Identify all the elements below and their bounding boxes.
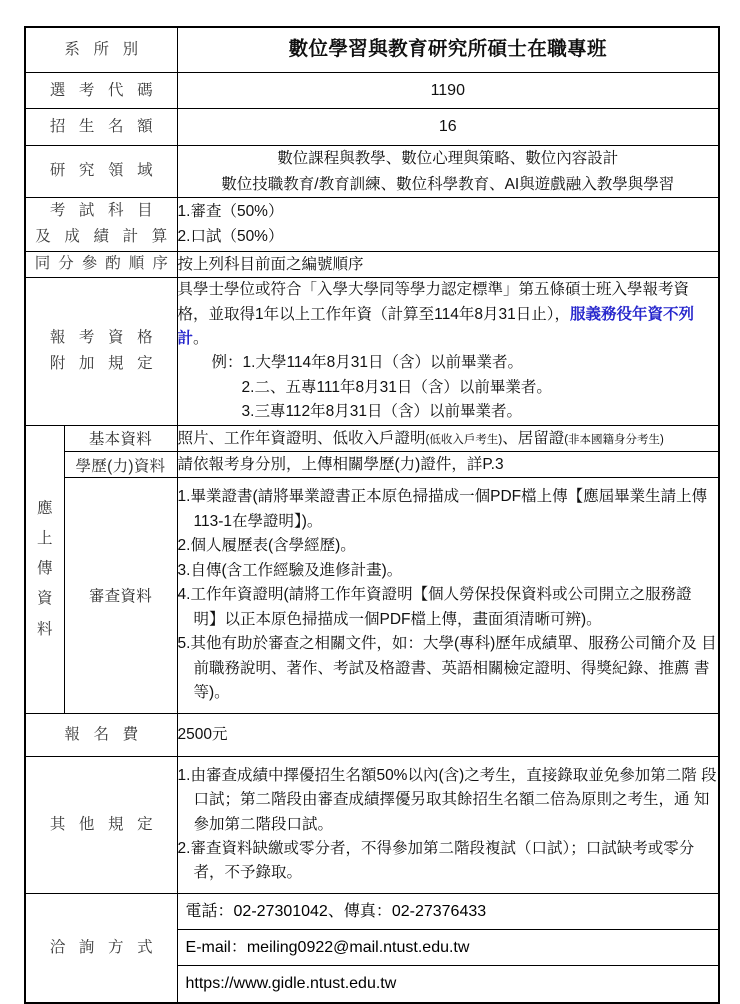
row-label-upload-materials <box>25 425 64 713</box>
row-label-basic-materials: 基本資料 <box>64 425 177 451</box>
table-row-fee <box>25 713 719 756</box>
row-label-tiebreak: 同 分 參 酌 順 序 <box>25 251 177 277</box>
row-label-other-rules: 其 他 規 定 <box>25 756 177 893</box>
table-row-upload-basic <box>25 425 719 451</box>
upload-label-char-4: 資 <box>36 590 53 608</box>
review-item-1-line-2: 113-1在學證明】)。 <box>193 512 323 530</box>
row-value-exam-code: 1190 <box>177 72 719 109</box>
table-row-contact <box>25 893 719 1002</box>
eligibility-text-part-1: 具學士學位或符合「入學大學同等學力認定標準」第五條碩士班入學報考資格，並取得1年以上工作年資（計算至114年8月31日止）， <box>177 281 690 323</box>
research-fields-line-1: 數位課程與教學、數位心理與策略、數位內容設計 <box>277 150 619 168</box>
upload-label-char-1: 應 <box>36 499 53 517</box>
admission-info-table <box>24 26 720 1004</box>
row-value-department: 數位學習與教育研究所碩士在職專班 <box>177 27 719 72</box>
row-label-contact: 洽 詢 方 式 <box>25 893 177 1002</box>
review-item-1 <box>178 485 719 534</box>
table-row-other-rules <box>25 756 719 893</box>
upload-label-char-2: 上 <box>36 529 53 547</box>
row-value-contact <box>177 893 719 1002</box>
review-item-5-line-1: 5.其他有助於審查之相關文件，如：大學(專科)歷年成績單、服務公司簡介及 <box>177 635 697 653</box>
row-label-department: 系 所 別 <box>25 27 177 72</box>
row-label-exam-subjects <box>25 197 177 251</box>
other-rule-1-line-2: 段口試；第二階段由審查成績擇優另取其餘招生名額二倍為原則之考生，通 <box>193 766 717 809</box>
table-row-department <box>25 27 719 72</box>
basic-materials-note-b: (非本國籍身分考生) <box>564 433 664 446</box>
table-row-exam-code <box>25 72 719 109</box>
review-item-3: 3.自傳(含工作經驗及進修計畫)。 <box>177 561 403 579</box>
review-item-4-line-1: 4.工作年資證明(請將工作年資證明【個人勞保投保資料或公司開立之服務證 <box>177 586 692 604</box>
contact-phone: 電話：02-27301042、傳真：02-27376433 <box>185 902 487 920</box>
row-label-education-materials: 學歷(力)資料 <box>64 452 177 478</box>
upload-label-char-5: 料 <box>36 620 53 638</box>
contact-website-link[interactable]: https://www.gidle.ntust.edu.tw <box>178 965 719 1001</box>
basic-materials-text-b: 、居留證 <box>502 429 565 447</box>
row-label-review-materials <box>64 478 177 713</box>
row-value-fee: 2500元 <box>177 713 719 756</box>
review-item-5 <box>178 632 719 705</box>
eligibility-example-line-1: 例：1.大學114年8月31日（含）以前畢業者。 <box>211 354 524 372</box>
eligibility-text-part-2: 。 <box>193 330 209 347</box>
eligibility-text-highlight: 服義務役年資不列計 <box>177 305 694 347</box>
contact-email[interactable]: E-mail：meiling0922@mail.ntust.edu.tw <box>178 929 719 965</box>
row-value-review-materials <box>177 478 719 713</box>
other-rule-2-line-2: 者，不予錄取。 <box>193 864 303 882</box>
review-item-4-line-2: 明】以正本原色掃描成一個PDF檔上傳，畫面須清晰可辨)。 <box>193 610 602 628</box>
row-value-research-fields <box>177 146 719 197</box>
research-fields-line-2: 數位技職教育/教育訓練、數位科學教育、AI與遊戲融入教學與學習 <box>221 175 675 193</box>
other-rule-item-1 <box>178 764 719 837</box>
row-label-exam-code: 選 考 代 碼 <box>25 72 177 109</box>
row-value-other-rules <box>177 756 719 893</box>
eligibility-label-line-2: 附 加 規 定 <box>49 355 158 373</box>
review-materials-label-text: 審查資料 <box>88 588 153 606</box>
other-rule-item-2 <box>178 837 719 886</box>
exam-subject-item-1: 1.審查（50%） <box>177 203 284 221</box>
row-value-eligibility <box>177 278 719 426</box>
exam-subjects-label-line-1: 考 試 科 目 <box>49 201 158 219</box>
exam-subject-item-2: 2.口試（50%） <box>177 228 284 246</box>
row-value-quota: 16 <box>177 109 719 146</box>
row-label-quota: 招 生 名 額 <box>25 109 177 146</box>
row-value-exam-subjects <box>177 197 719 251</box>
exam-subjects-label-line-2: 及 成 績 計 算 <box>35 228 172 246</box>
table-row-research-fields <box>25 146 719 197</box>
other-rule-1-line-1: 1.由審查成績中擇優招生名額50%以內(含)之考生，直接錄取並免參加第二階 <box>177 766 697 784</box>
table-row-upload-education <box>25 452 719 478</box>
row-value-basic-materials <box>177 425 719 451</box>
basic-materials-note-a: (低收入戶考生) <box>425 433 503 446</box>
table-row-exam-subjects <box>25 197 719 251</box>
other-rule-1-line-3: 知參加第二階段口試。 <box>193 791 710 833</box>
upload-label-char-3: 傳 <box>36 560 53 578</box>
table-row-upload-review <box>25 478 719 713</box>
row-value-education-materials: 請依報考身分別，上傳相關學歷(力)證件，詳P.3 <box>177 452 719 478</box>
admission-info-sheet <box>24 26 718 1004</box>
eligibility-example-line-3: 3.三專112年8月31日（含）以前畢業者。 <box>241 403 523 421</box>
review-item-5-line-3: 書等)。 <box>193 659 710 702</box>
eligibility-example-line-2: 2.二、五專111年8月31日（含）以前畢業者。 <box>241 378 552 396</box>
basic-materials-text-a: 照片、工作年資證明、低收入戶證明 <box>177 429 426 447</box>
table-row-quota <box>25 109 719 146</box>
row-label-research-fields: 研 究 領 域 <box>25 146 177 197</box>
table-row-tiebreak <box>25 251 719 277</box>
review-item-4 <box>178 583 719 632</box>
review-item-5-line-2: 目前職務說明、著作、考試及格證書、英語相關檢定證明、得獎紀錄、推薦 <box>193 635 717 677</box>
table-row-eligibility <box>25 278 719 426</box>
review-item-2: 2.個人履歷表(含學經歷)。 <box>177 537 356 555</box>
eligibility-paragraph <box>178 278 719 351</box>
row-label-fee: 報 名 費 <box>25 713 177 756</box>
eligibility-label-line-1: 報 考 資 格 <box>49 328 158 346</box>
review-item-1-line-1: 1.畢業證書(請將畢業證書正本原色掃描成一個PDF檔上傳【應屆畢業生請上傳 <box>177 488 708 506</box>
row-label-eligibility <box>25 278 177 426</box>
other-rule-2-line-1: 2.審查資料缺繳或零分者，不得參加第二階段複試（口試）；口試缺考或零分 <box>177 839 695 857</box>
row-value-tiebreak: 按上列科目前面之編號順序 <box>177 251 719 277</box>
